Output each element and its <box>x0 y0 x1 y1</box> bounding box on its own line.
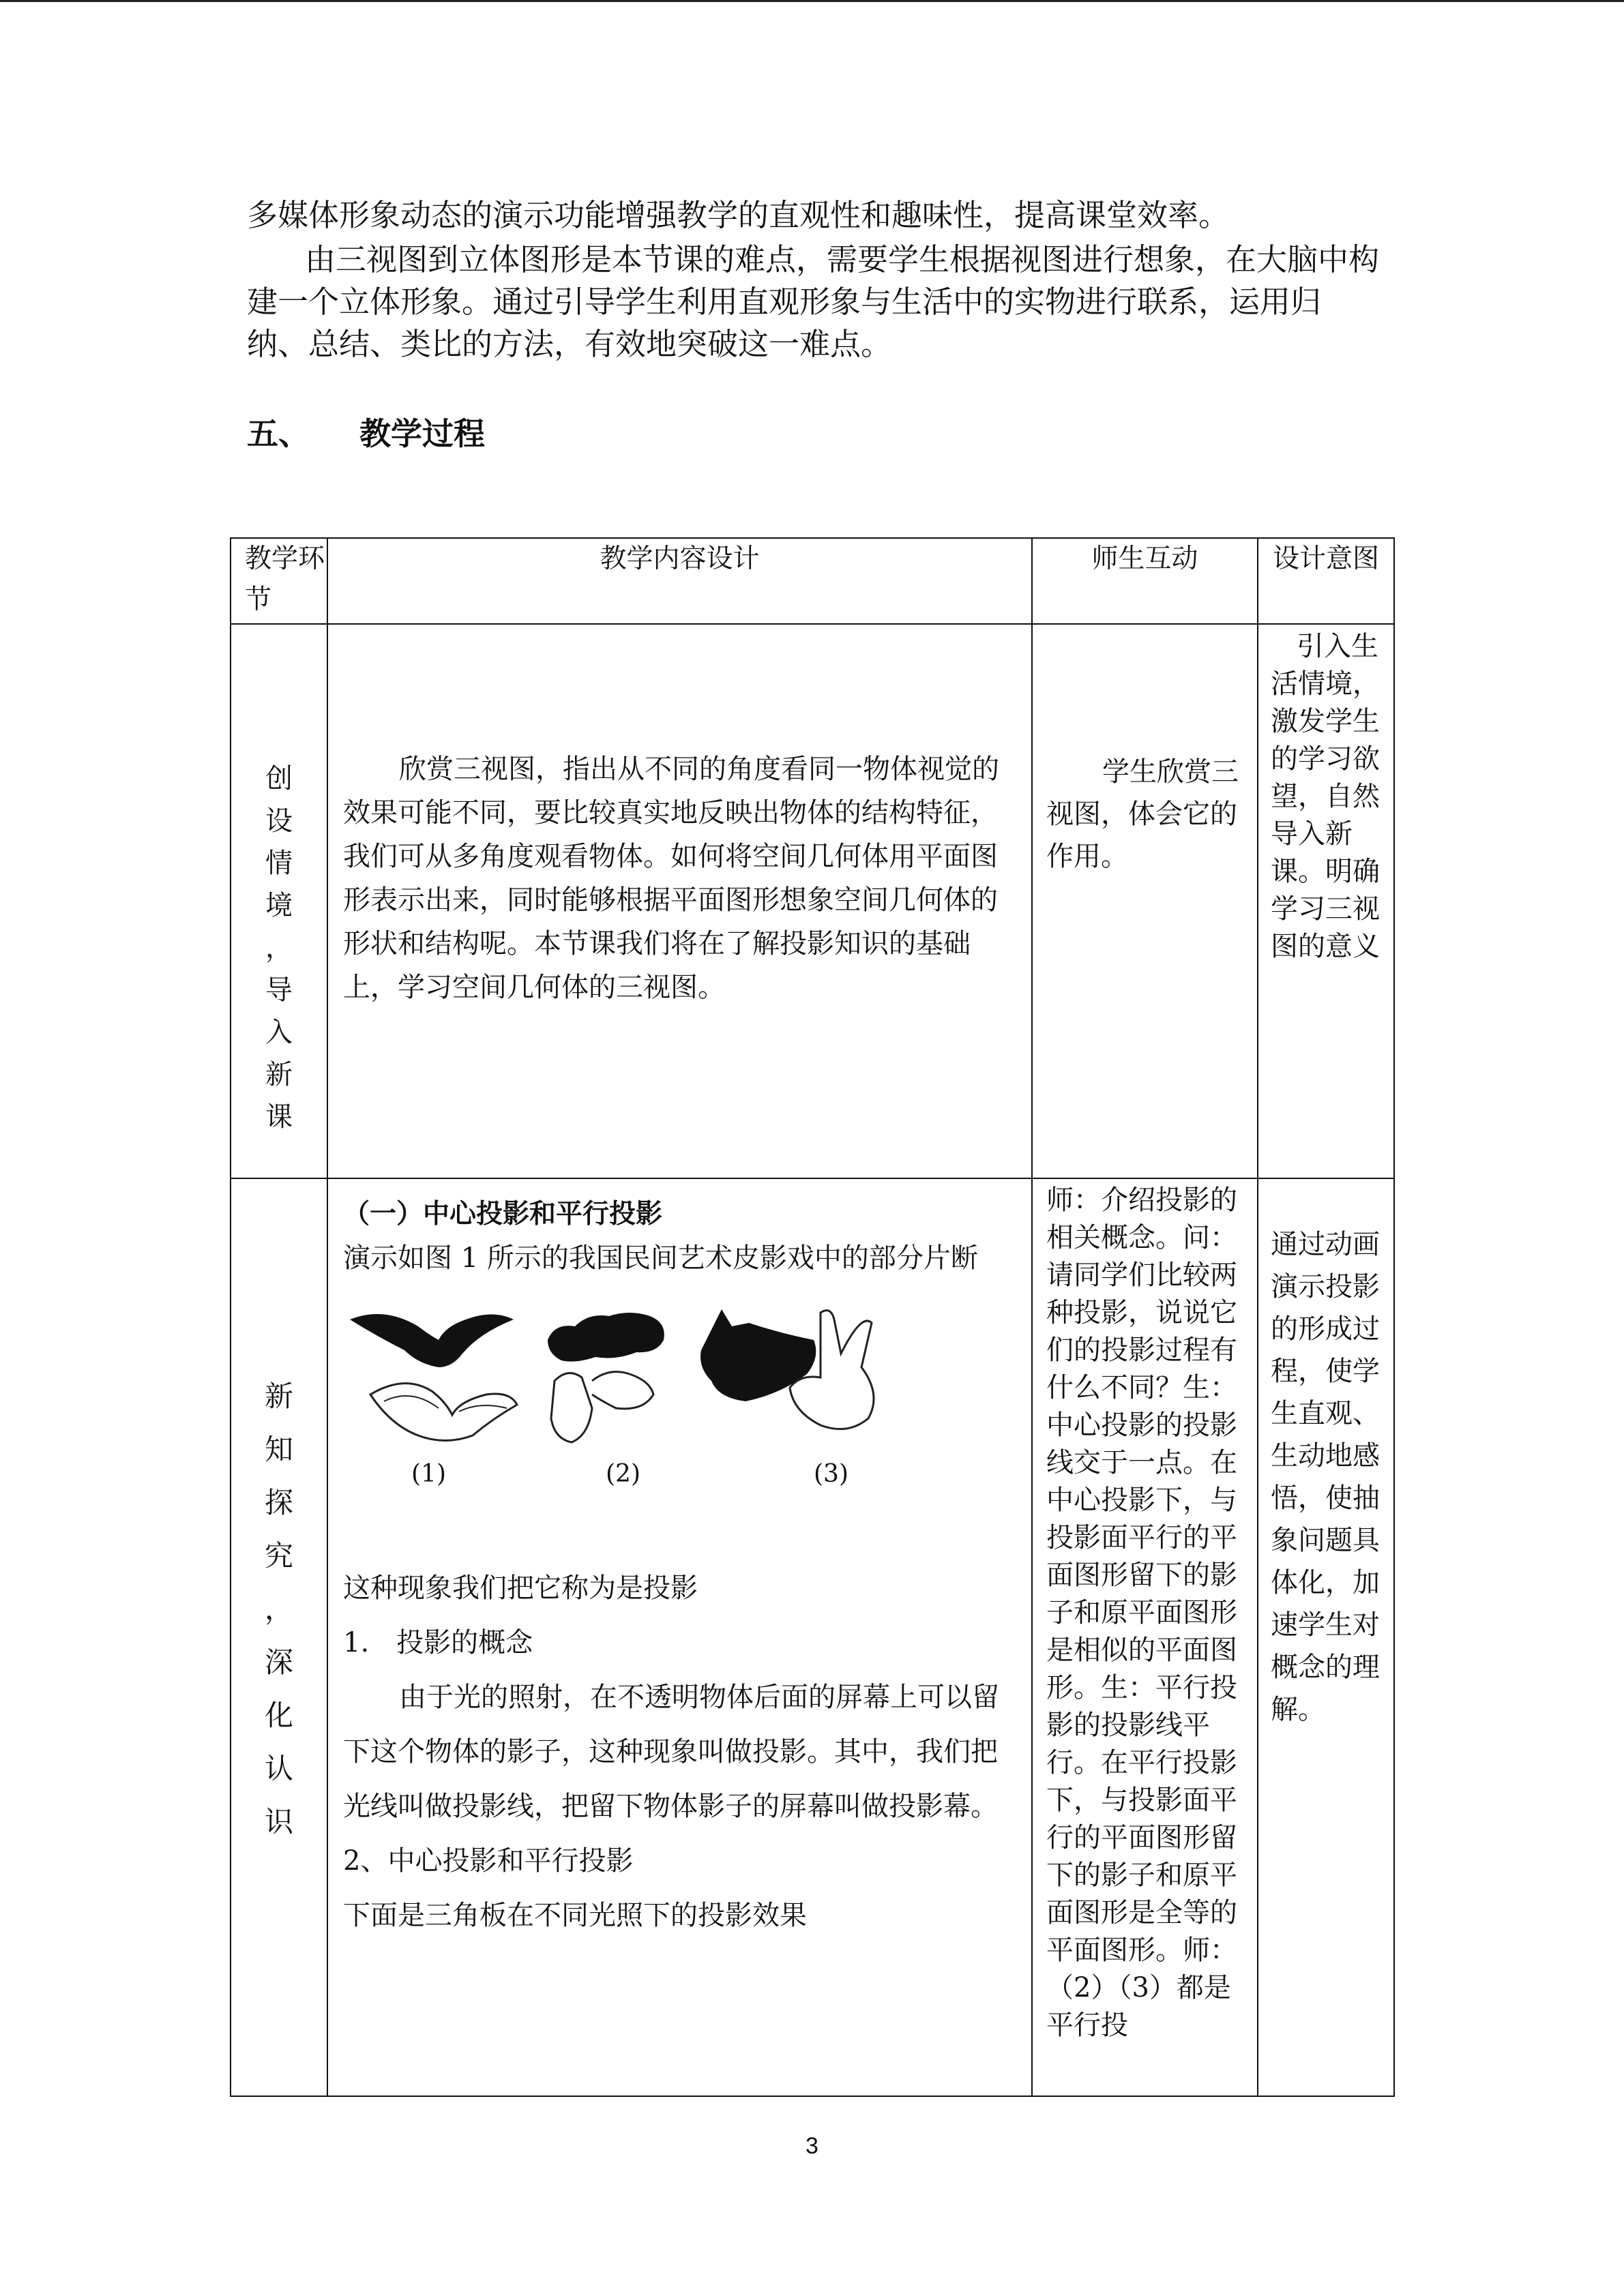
content-explore <box>328 1179 1031 1943</box>
bird-shadow-icon <box>350 1314 517 1441</box>
item1-body: 由于光的照射，在不透明物体后面的屏幕上可以留下这个物体的影子，这种现象叫做投影。其中，我们把光线叫做投影线，把留下物体影子的屏幕叫做投影幕。 <box>343 1681 999 1822</box>
subheading-projection: （一）中心投影和平行投影 <box>343 1198 663 1229</box>
phenomenon-text: 这种现象我们把它称为是投影 <box>343 1572 698 1604</box>
stage-cell-intro <box>231 624 327 1178</box>
stage-char: ， <box>264 1592 293 1626</box>
header-stage: 教学环节 <box>231 538 327 624</box>
header-interaction: 师生互动 <box>1032 538 1258 624</box>
shadow-puppet-image <box>343 1299 943 1463</box>
shadow-puppet-figure <box>343 1299 943 1497</box>
intent-explore: 通过动画演示投影的形成过程，使学生直观、生动地感悟，使抽象问题具体化，加速学生对概念的理解。 <box>1271 1228 1380 1725</box>
demo-text: 演示如图 1 所示的我国民间艺术皮影戏中的部分片断 <box>343 1242 978 1274</box>
figure-label-2: (2) <box>606 1459 640 1488</box>
interaction-intro <box>1033 625 1257 878</box>
intro-paragraph-2-text: 由三视图到立体图形是本节课的难点，需要学生根据视图进行想象，在大脑中构建一个立体形象。通过引导学生利用直观形象与生活中的实物进行联系，运用归纳、总结、类比的方法，有效地突破这一难点。 <box>247 241 1380 362</box>
interaction-cell-explore <box>1032 1178 1258 2096</box>
item1-text <box>343 1670 1016 1834</box>
stage-char: 创 <box>265 763 293 795</box>
interaction-intro-text: 学生欣赏三视图，体会它的作用。 <box>1046 756 1239 873</box>
stage-char: 探 <box>264 1485 293 1519</box>
section-heading <box>247 409 485 454</box>
stage-char: 究 <box>264 1538 293 1572</box>
stage-char: 化 <box>264 1698 293 1732</box>
figure-label-3: (3) <box>814 1459 848 1488</box>
item2-text: 下面是三角板在不同光照下的投影效果 <box>343 1899 807 1931</box>
stage-char: 境 <box>265 890 293 922</box>
figure-label-1: (1) <box>411 1459 446 1488</box>
item2-heading: 2、中心投影和平行投影 <box>343 1845 634 1877</box>
stage-char: 深 <box>264 1645 293 1679</box>
teaching-process-table <box>230 537 1395 2097</box>
intent-cell-explore <box>1258 1178 1394 2096</box>
top-border-line <box>0 0 1624 2</box>
header-intent: 设计意图 <box>1258 538 1394 624</box>
intent-cell-intro <box>1258 624 1394 1178</box>
stage-char: 新 <box>265 1059 293 1091</box>
intent-intro-text: 引入生活情境，激发学生的学习欲望，自然导入新课。明确学习三视图的意义 <box>1271 631 1380 963</box>
item1-heading: 1. 投影的概念 <box>343 1626 533 1658</box>
content-cell-explore <box>327 1178 1032 2096</box>
duck-shadow-icon <box>548 1313 664 1442</box>
rabbit-shadow-icon <box>700 1309 874 1429</box>
section-number: 五、 <box>247 415 310 452</box>
intro-paragraph-1: 多媒体形象动态的演示功能增强教学的直观性和趣味性，提高课堂效率。 <box>247 197 1230 233</box>
intent-intro <box>1258 625 1393 966</box>
interaction-explore: 师：介绍投影的相关概念。问：请同学们比较两种投影，说说它们的投影过程有什么不同？生：中心投影的投影线交于一点。在中心投影下，与投影面平行的平面图形留下的影子和原平面图形是相似的平面图形。生：平行投影的投影线平行。在平行投影下，与投影面平行的平面图形留下的影子和原平面图形是全等的平面图形。师：（2）（3）都是平行投 <box>1046 1184 1237 2041</box>
stage-char: 知 <box>264 1432 293 1466</box>
stage-char: ， <box>265 932 293 964</box>
stage-char: 识 <box>264 1804 293 1838</box>
content-intro <box>328 625 1031 1009</box>
stage-char: 入 <box>265 1017 293 1049</box>
stage-char: 课 <box>265 1101 293 1133</box>
section-title: 教学过程 <box>359 415 485 452</box>
stage-char: 新 <box>264 1379 293 1413</box>
stage-char: 情 <box>265 848 293 880</box>
stage-char: 导 <box>265 974 293 1007</box>
intro-paragraph-2 <box>247 239 1379 366</box>
stage-cell-explore <box>231 1178 327 2096</box>
page-number: 3 <box>806 2133 818 2159</box>
stage-label-intro <box>231 625 327 1138</box>
content-intro-text: 欣赏三视图，指出从不同的角度看同一物体视觉的效果可能不同，要比较真实地反映出物体的结构特征，我们可从多角度观看物体。如何将空间几何体用平面图形表示出来，同时能够根据平面图形想象空间几何体的形状和结构呢。本节课我们将在了解投影知识的基础上，学习空间几何体的三视图。 <box>343 754 999 1004</box>
table-header-row <box>231 538 1394 624</box>
stage-char: 设 <box>265 805 293 837</box>
header-content: 教学内容设计 <box>327 538 1032 624</box>
content-cell-intro <box>327 624 1032 1178</box>
table-row-intro <box>231 624 1394 1178</box>
interaction-cell-intro <box>1032 624 1258 1178</box>
stage-char: 认 <box>264 1751 293 1785</box>
stage-label-explore <box>231 1179 327 1849</box>
table-row-explore <box>231 1178 1394 2096</box>
